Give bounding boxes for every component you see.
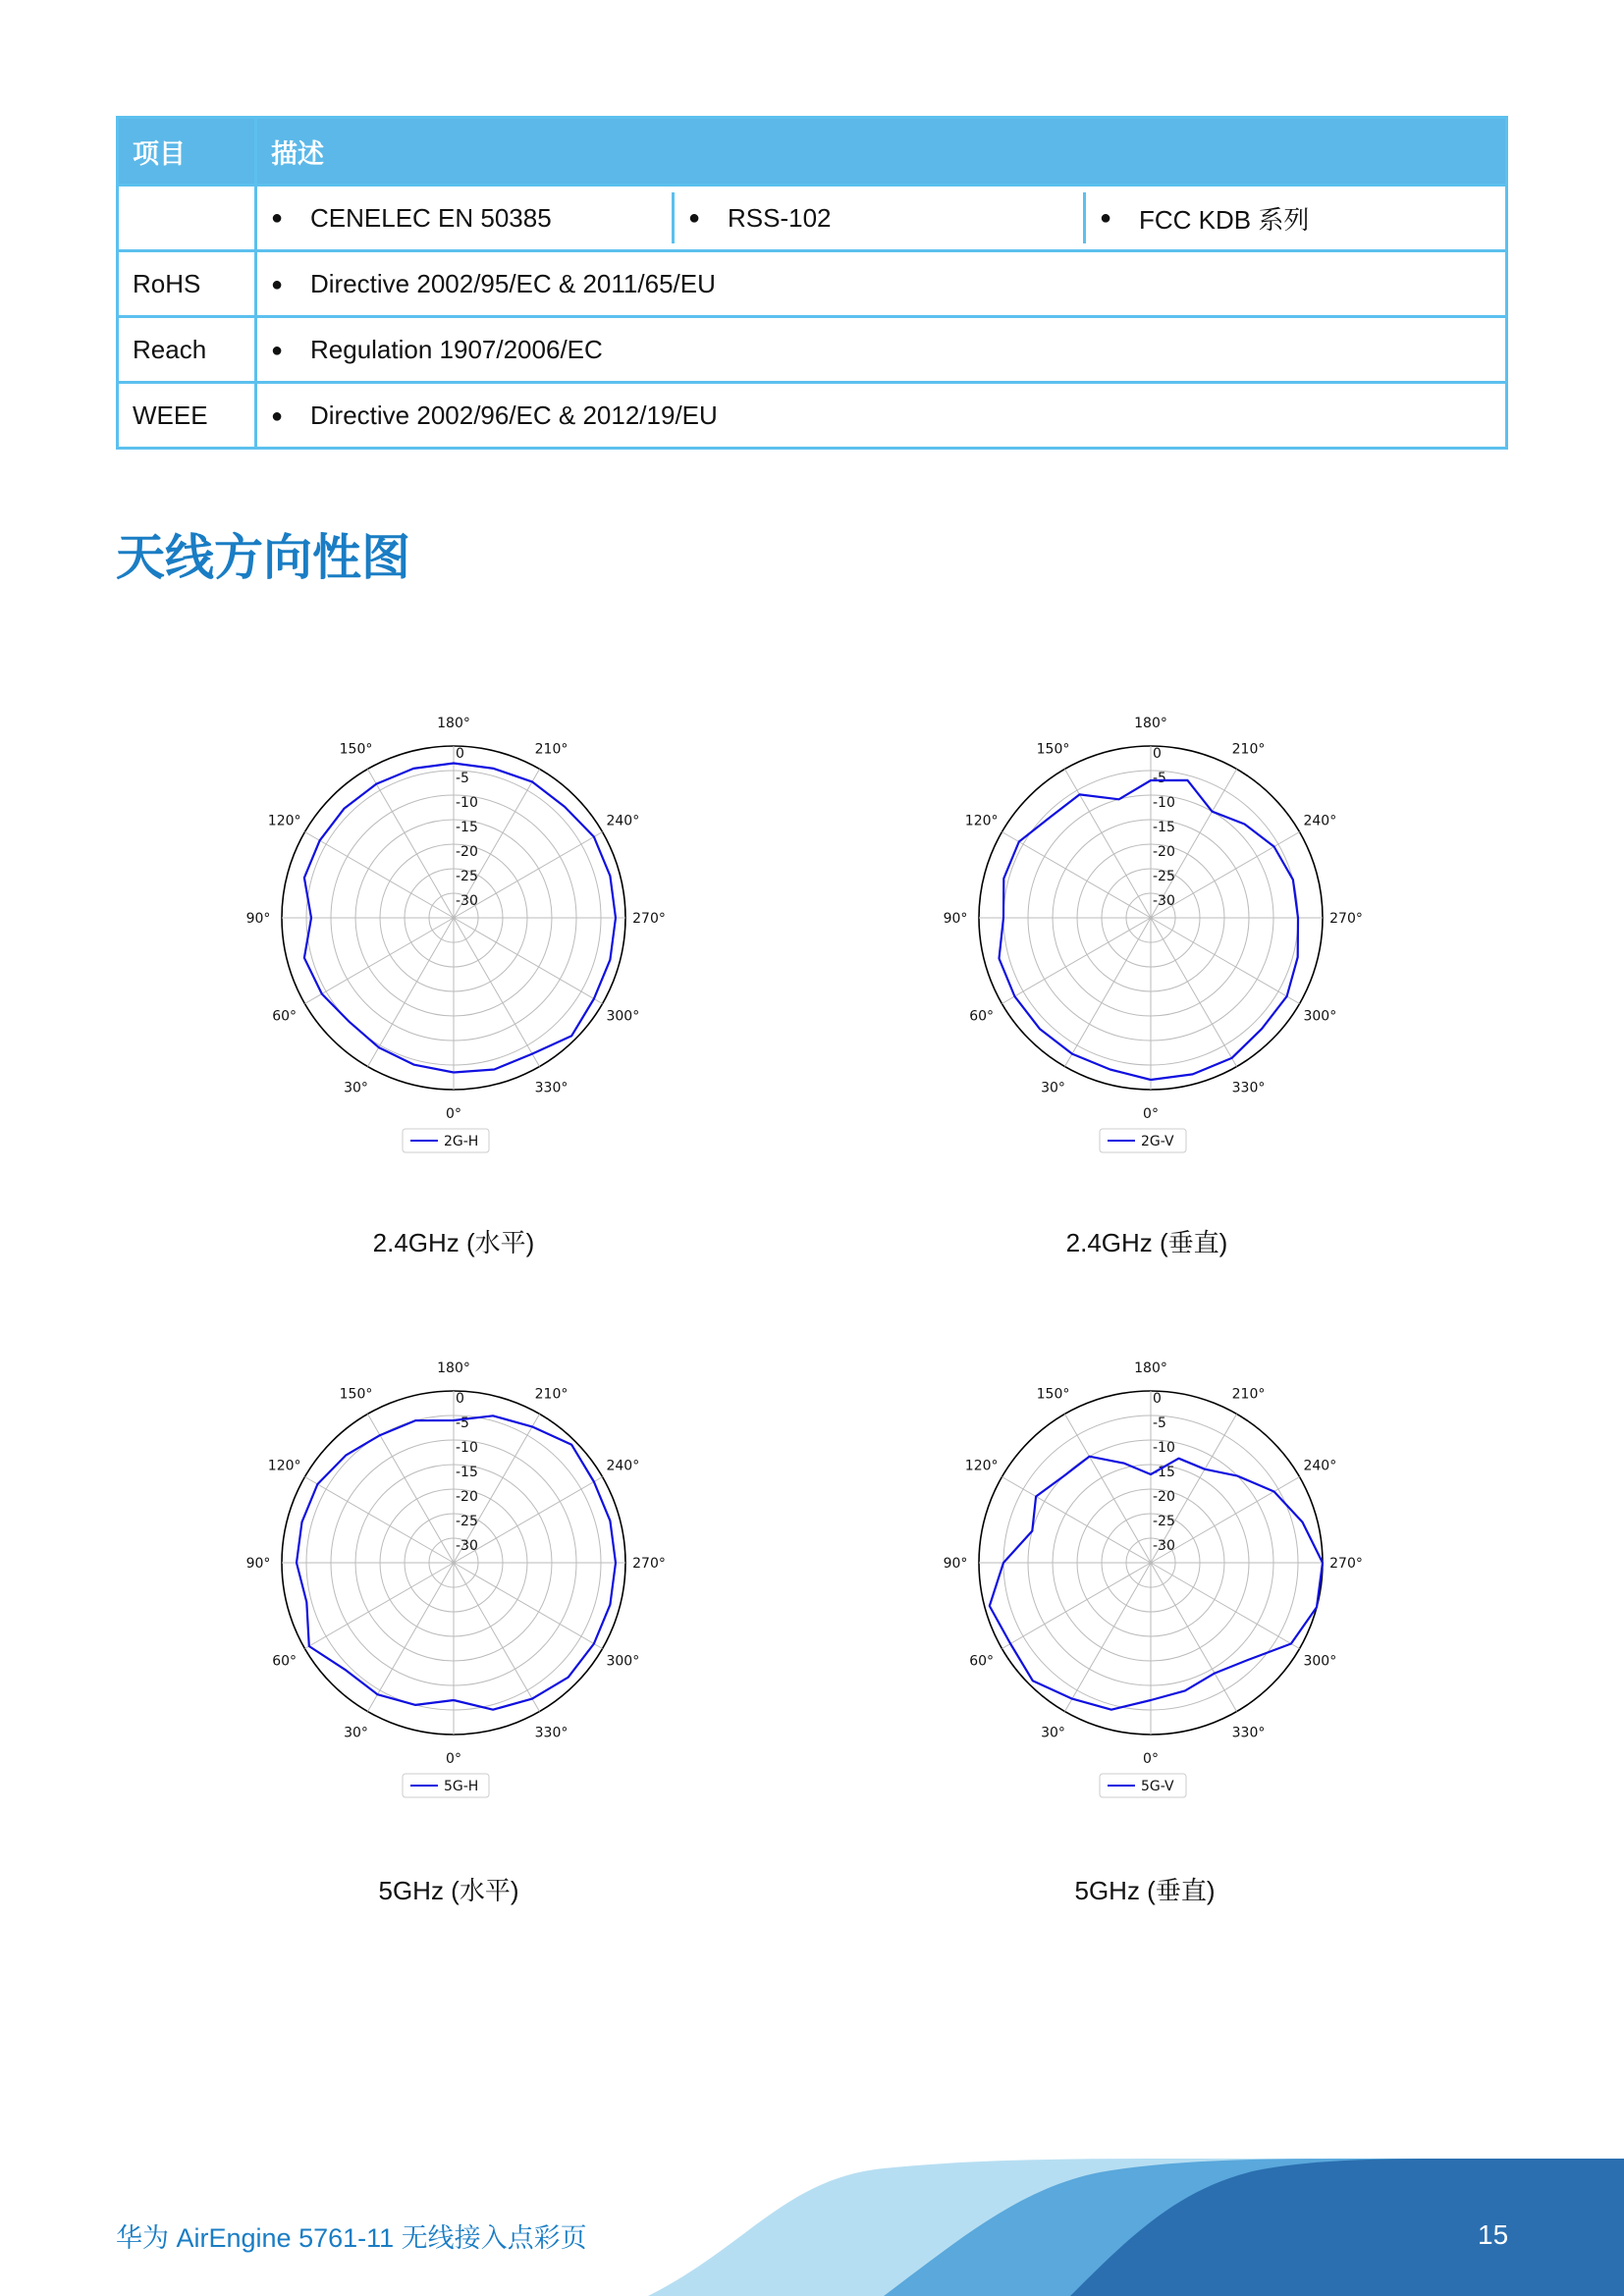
page-number: 15	[1478, 2219, 1509, 2250]
radial-tick-label: -25	[456, 1514, 478, 1529]
legend-label: 5G-H	[444, 1779, 479, 1794]
angle-tick-label: 300°	[1303, 1653, 1337, 1670]
chart-caption: 2.4GHz (垂直)	[1065, 1228, 1228, 1257]
angle-tick-label: 120°	[267, 1458, 301, 1474]
angle-tick-label: 330°	[1231, 1080, 1266, 1096]
radial-tick-label: -5	[1153, 771, 1166, 786]
table-cell-empty	[118, 186, 256, 251]
radial-tick-label: -10	[1153, 1440, 1175, 1456]
polar-grid-spoke	[1065, 1563, 1152, 1712]
angle-tick-label: 270°	[632, 1556, 666, 1572]
bullet-icon: ●	[688, 206, 701, 229]
table-row	[118, 383, 1507, 449]
angle-tick-label: 330°	[534, 1725, 568, 1741]
polar-grid-spoke	[304, 918, 454, 1004]
angle-tick-label: 210°	[534, 741, 568, 758]
polar-grid-spoke	[454, 918, 603, 1004]
table-row	[118, 251, 1507, 317]
angle-tick-label: 210°	[1231, 741, 1266, 758]
radial-tick-label: -25	[1153, 869, 1175, 884]
angle-tick-label: 180°	[437, 1361, 470, 1376]
bullet-icon: ●	[271, 274, 284, 296]
chart-legend	[1100, 1129, 1186, 1152]
polar-grid-spoke	[1151, 918, 1300, 1004]
legend-label: 2G-V	[1141, 1134, 1174, 1149]
angle-tick-label: 330°	[1231, 1725, 1266, 1741]
radial-tick-label: -15	[1153, 820, 1175, 835]
desc-cell	[256, 383, 1507, 449]
angle-tick-label: 30°	[1041, 1725, 1065, 1741]
angle-tick-label: 120°	[267, 813, 301, 829]
chart-legend	[403, 1129, 489, 1152]
polar-grid-spoke	[1151, 918, 1237, 1067]
angle-tick-label: 210°	[1231, 1386, 1266, 1403]
standard-item	[1086, 192, 1505, 243]
chart-caption: 5GHz (垂直)	[1074, 1876, 1216, 1905]
polar-grid-spoke	[304, 1477, 454, 1564]
radial-tick-label: -5	[456, 771, 469, 786]
angle-tick-label: 60°	[272, 1008, 298, 1025]
polar-grid-spoke	[454, 1563, 603, 1649]
radial-tick-label: 0	[456, 746, 464, 762]
polar-chart-svg	[933, 1352, 1365, 1803]
item-cell: Reach	[118, 317, 256, 383]
chart-caption: 5GHz (水平)	[378, 1876, 519, 1905]
legend-label: 2G-H	[444, 1134, 479, 1149]
angle-tick-label: 240°	[1303, 1458, 1337, 1474]
angle-tick-label: 0°	[1143, 1751, 1159, 1767]
angle-tick-label: 90°	[943, 911, 968, 927]
polar-grid-spoke	[368, 769, 455, 918]
angle-tick-label: 0°	[1143, 1106, 1159, 1122]
section-title: 天线方向性图	[116, 529, 410, 586]
angle-tick-label: 240°	[1303, 813, 1337, 829]
angle-tick-label: 270°	[1329, 911, 1363, 927]
polar-grid-spoke	[1001, 918, 1151, 1004]
radial-tick-label: -20	[1153, 844, 1175, 860]
desc-text: Regulation 1907/2006/EC	[310, 334, 603, 364]
polar-grid-spoke	[454, 1563, 540, 1712]
standard-item	[675, 192, 1086, 243]
bullet-icon: ●	[271, 206, 284, 229]
angle-tick-label: 90°	[245, 911, 271, 927]
polar-grid-spoke	[1151, 1563, 1237, 1712]
polar-chart-svg	[236, 707, 668, 1158]
angle-tick-label: 30°	[1041, 1080, 1065, 1096]
angle-tick-label: 150°	[1036, 741, 1070, 758]
radial-tick-label: -15	[1153, 1465, 1175, 1480]
polar-grid-spoke	[1001, 1563, 1151, 1649]
angle-tick-label: 150°	[339, 1386, 373, 1403]
radial-tick-label: 0	[456, 1391, 464, 1407]
angle-tick-label: 210°	[534, 1386, 568, 1403]
chart-legend	[403, 1774, 489, 1797]
angle-tick-label: 180°	[1134, 1361, 1167, 1376]
angle-tick-label: 240°	[606, 1458, 640, 1474]
desc-cell	[256, 317, 1507, 383]
angle-tick-label: 300°	[1303, 1008, 1337, 1025]
angle-tick-label: 60°	[969, 1008, 995, 1025]
standard-text: CENELEC EN 50385	[310, 202, 552, 233]
header-desc: 描述	[256, 118, 1507, 186]
standard-item	[257, 192, 675, 243]
polar-grid-spoke	[368, 918, 455, 1067]
angle-tick-label: 180°	[1134, 716, 1167, 731]
desc-cell	[256, 251, 1507, 317]
polar-chart-svg	[236, 1352, 668, 1803]
spec-table	[116, 116, 1508, 450]
chart-legend	[1100, 1774, 1186, 1797]
polar-chart-5g-v	[933, 1352, 1365, 1808]
desc-text: Directive 2002/96/EC & 2012/19/EU	[310, 400, 718, 430]
item-cell: RoHS	[118, 251, 256, 317]
radial-tick-label: 0	[1153, 746, 1162, 762]
angle-tick-label: 150°	[1036, 1386, 1070, 1403]
polar-grid-spoke	[1065, 769, 1152, 918]
chart-caption: 2.4GHz (水平)	[372, 1228, 535, 1257]
radial-tick-label: -30	[1153, 1538, 1175, 1554]
radial-tick-label: -5	[456, 1415, 469, 1431]
angle-tick-label: 60°	[969, 1653, 995, 1670]
angle-tick-label: 300°	[606, 1653, 640, 1670]
radial-tick-label: -25	[456, 869, 478, 884]
polar-grid-spoke	[304, 832, 454, 919]
angle-tick-label: 300°	[606, 1008, 640, 1025]
angle-tick-label: 270°	[632, 911, 666, 927]
angle-tick-label: 150°	[339, 741, 373, 758]
angle-tick-label: 330°	[534, 1080, 568, 1096]
angle-tick-label: 90°	[245, 1556, 271, 1572]
angle-tick-label: 60°	[272, 1653, 298, 1670]
angle-tick-label: 120°	[964, 1458, 999, 1474]
polar-grid-spoke	[1151, 1563, 1300, 1649]
table-header-row	[118, 118, 1507, 186]
radial-tick-label: -30	[456, 1538, 478, 1554]
angle-tick-label: 0°	[446, 1106, 461, 1122]
polar-series-line	[1000, 780, 1299, 1080]
polar-grid-spoke	[454, 918, 540, 1067]
polar-grid-spoke	[368, 1563, 455, 1712]
polar-grid-spoke	[1001, 1477, 1151, 1564]
radial-tick-label: -15	[456, 820, 478, 835]
polar-chart-2g-h	[236, 707, 668, 1163]
angle-tick-label: 270°	[1329, 1556, 1363, 1572]
angle-tick-label: 30°	[344, 1725, 368, 1741]
item-cell: WEEE	[118, 383, 256, 449]
footer-text: 华为 AirEngine 5761-11 无线接入点彩页	[116, 2223, 587, 2253]
polar-chart-svg	[933, 707, 1365, 1158]
radial-tick-label: -10	[456, 1440, 478, 1456]
angle-tick-label: 180°	[437, 716, 470, 731]
radial-tick-label: 0	[1153, 1391, 1162, 1407]
polar-grid-spoke	[1065, 918, 1152, 1067]
angle-tick-label: 30°	[344, 1080, 368, 1096]
angle-tick-label: 90°	[943, 1556, 968, 1572]
legend-label: 5G-V	[1141, 1779, 1174, 1794]
radial-tick-label: -10	[456, 795, 478, 811]
bullet-icon: ●	[271, 405, 284, 428]
radial-tick-label: -30	[1153, 893, 1175, 909]
polar-grid-spoke	[1001, 832, 1151, 919]
radial-tick-label: -20	[456, 1489, 478, 1505]
standards-cell	[256, 186, 1507, 251]
radial-tick-label: -25	[1153, 1514, 1175, 1529]
polar-chart-5g-h	[236, 1352, 668, 1808]
radial-tick-label: -10	[1153, 795, 1175, 811]
desc-text: Directive 2002/95/EC & 2011/65/EU	[310, 268, 716, 298]
table-row	[118, 186, 1507, 251]
radial-tick-label: -30	[456, 893, 478, 909]
bullet-icon: ●	[1100, 206, 1112, 229]
polar-grid-spoke	[1065, 1414, 1152, 1563]
table-row	[118, 317, 1507, 383]
polar-chart-2g-v	[933, 707, 1365, 1163]
bullet-icon: ●	[271, 340, 284, 362]
radial-tick-label: -5	[1153, 1415, 1166, 1431]
radial-tick-label: -20	[456, 844, 478, 860]
angle-tick-label: 0°	[446, 1751, 461, 1767]
header-item: 项目	[118, 118, 256, 186]
angle-tick-label: 120°	[964, 813, 999, 829]
polar-grid-spoke	[368, 1414, 455, 1563]
polar-grid-spoke	[304, 1563, 454, 1649]
angle-tick-label: 240°	[606, 813, 640, 829]
radial-tick-label: -15	[456, 1465, 478, 1480]
radial-tick-label: -20	[1153, 1489, 1175, 1505]
standard-text: FCC KDB 系列	[1139, 204, 1310, 235]
standard-text: RSS-102	[728, 202, 832, 233]
